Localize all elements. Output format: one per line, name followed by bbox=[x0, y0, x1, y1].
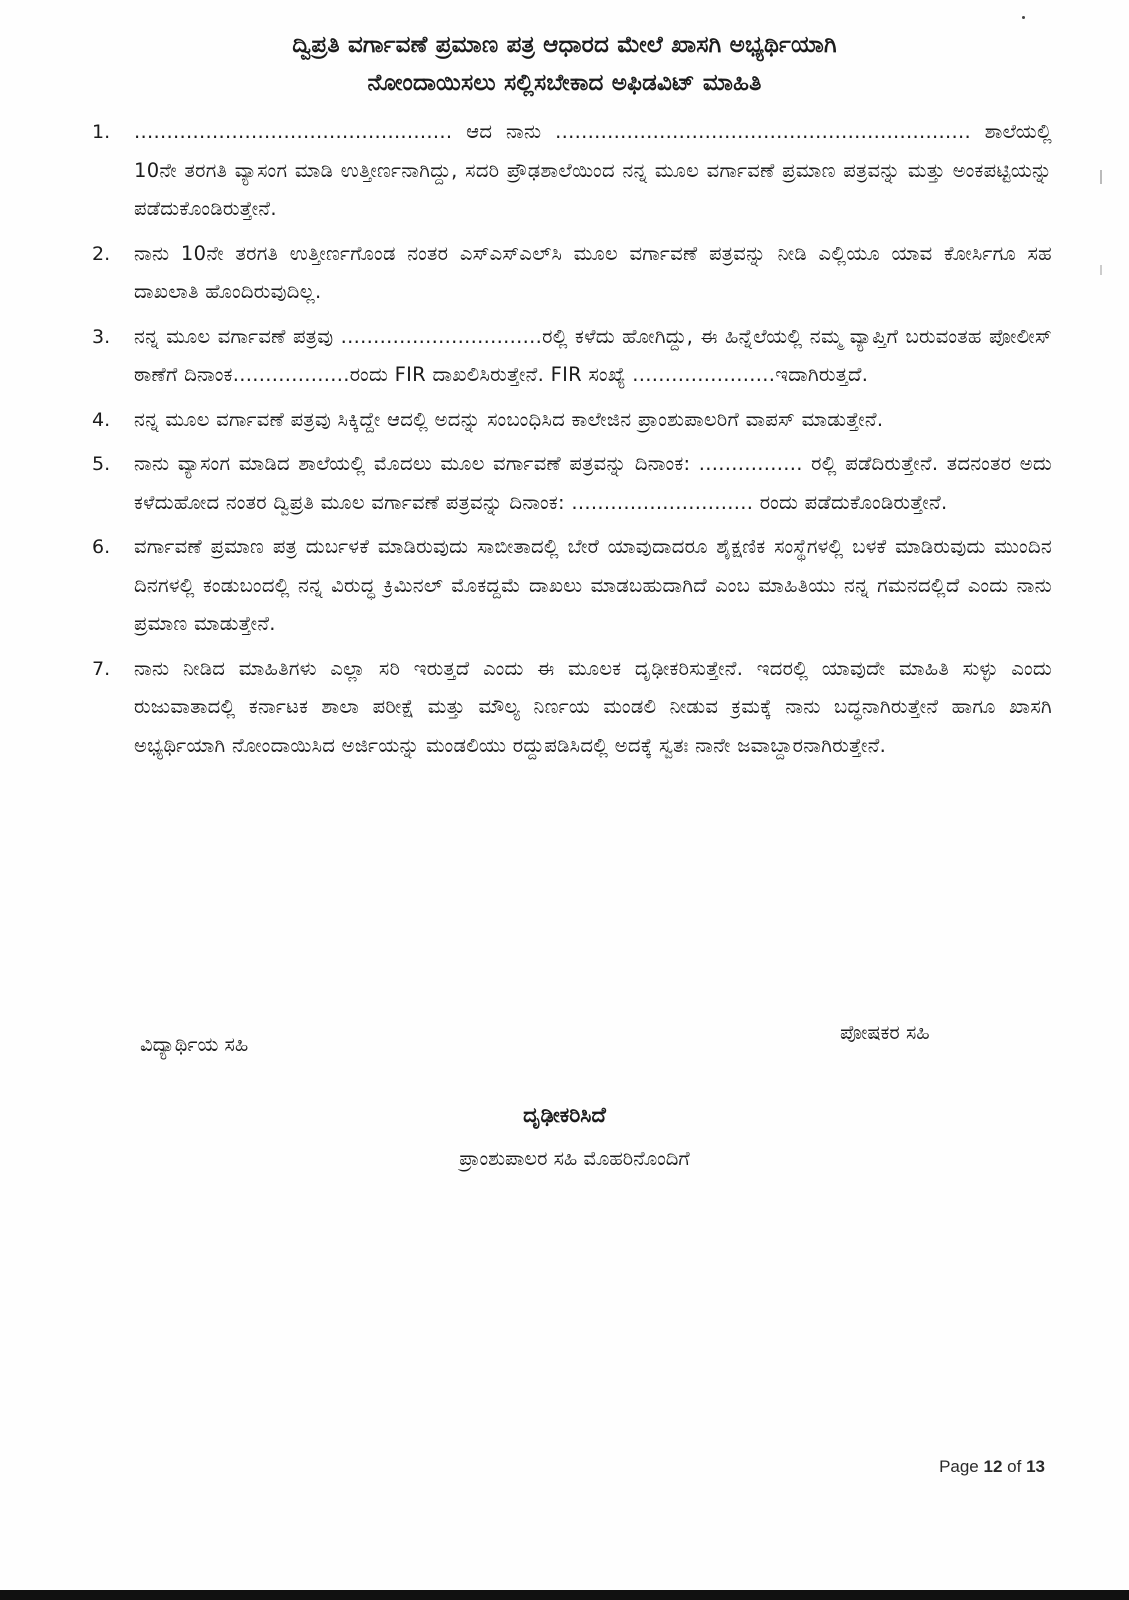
total-pages-number: 13 bbox=[1026, 1457, 1045, 1476]
of-label: of bbox=[1007, 1457, 1022, 1476]
item-number: 5. bbox=[92, 453, 111, 475]
item-text: ................................................. ಆದ ನಾನು ................................................................ ಶಾಲೆಯಲ್ಲಿ 10ನೇ ತರಗತಿ ವ್ಯಾಸಂಗ ಮಾಡಿ ಉತ್ತೀರ್ಣನಾಗಿದ್ದು, ಸದರಿ ಪ್ರೌಢಶಾಲೆಯಿಂದ ನನ್ನ ಮೂಲ ವರ್ಗಾವಣೆ ಪ್ರಮಾಣ ಪತ್ರವನ್ನು ಮತ್ತು ಅಂಕಪಟ್ಟಿಯನ್ನು ಪಡೆದುಕೊಂಡಿರುತ್ತೇನೆ. bbox=[134, 120, 1052, 220]
parent-signature-label: ಪೋಷಕರ ಸಹಿ bbox=[840, 1021, 930, 1044]
affidavit-item bbox=[92, 445, 1052, 522]
item-text: ನನ್ನ ಮೂಲ ವರ್ಗಾವಣೆ ಪತ್ರವು ...............................ರಲ್ಲಿ ಕಳೆದು ಹೋಗಿದ್ದು, ಈ ಹಿನ್ನೆಲೆಯಲ್ಲಿ ನಮ್ಮ ವ್ಯಾಪ್ತಿಗೆ ಬರುವಂತಹ ಪೋಲೀಸ್ ಠಾಣೆಗೆ ದಿನಾಂಕ..................ರಂದು FIR ದಾಖಲಿಸಿರುತ್ತೇನೆ. FIR ಸಂಖ್ಯೆ ......................ಇದಾಗಿರುತ್ತದೆ. bbox=[134, 324, 1052, 386]
item-number: 1. bbox=[92, 121, 111, 143]
item-text: ನನ್ನ ಮೂಲ ವರ್ಗಾವಣೆ ಪತ್ರವು ಸಿಕ್ಕಿದ್ದೇ ಆದಲ್ಲಿ ಅದನ್ನು ಸಂಬಂಧಿಸಿದ ಕಾಲೇಜಿನ ಪ್ರಾಂಶುಪಾಲರಿಗೆ ವಾಪಸ್ ಮಾಡುತ್ತೇನೆ. bbox=[134, 407, 884, 431]
affidavit-item bbox=[92, 528, 1052, 644]
affidavit-item bbox=[92, 113, 1052, 229]
scan-bottom-edge bbox=[0, 1590, 1129, 1600]
document-title-line-1: ದ್ವಿಪ್ರತಿ ವರ್ಗಾವಣೆ ಪ್ರಮಾಣ ಪತ್ರ ಆಧಾರದ ಮೇಲೆ ಖಾಸಗಿ ಅಭ್ಯರ್ಥಿಯಾಗಿ bbox=[292, 32, 837, 58]
current-page-number: 12 bbox=[983, 1457, 1003, 1476]
principal-signature-label: ಪ್ರಾಂಶುಪಾಲರ ಸಹಿ ಮೊಹರಿನೊಂದಿಗೆ bbox=[459, 1147, 690, 1170]
scan-speck bbox=[1022, 16, 1025, 19]
item-number: 7. bbox=[92, 657, 111, 680]
affidavit-item bbox=[92, 318, 1052, 395]
item-number: 3. bbox=[92, 325, 111, 348]
item-number: 6. bbox=[92, 536, 111, 558]
item-text: ವರ್ಗಾವಣೆ ಪ್ರಮಾಣ ಪತ್ರ ದುರ್ಬಳಕೆ ಮಾಡಿರುವುದು ಸಾಬೀತಾದಲ್ಲಿ ಬೇರೆ ಯಾವುದಾದರೂ ಶೈಕ್ಷಣಿಕ ಸಂಸ್ಥೆಗಳಲ್ಲಿ ಬಳಕೆ ಮಾಡಿರುವುದು ಮುಂದಿನ ದಿನಗಳಲ್ಲಿ ಕಂಡುಬಂದಲ್ಲಿ ನನ್ನ ವಿರುದ್ಧ ಕ್ರಿಮಿನಲ್ ಮೊಕದ್ದಮೆ ದಾಖಲು ಮಾಡಬಹುದಾಗಿದೆ ಎಂಬ ಮಾಹಿತಿಯು ನನ್ನ ಗಮನದಲ್ಲಿದೆ ಎಂದು ನಾನು ಪ್ರಮಾಣ ಮಾಡುತ್ತೇನೆ. bbox=[134, 535, 1052, 635]
affidavit-item bbox=[92, 235, 1052, 312]
affidavit-items-list bbox=[92, 113, 1052, 771]
page-label: Page bbox=[939, 1457, 979, 1476]
item-text: ನಾನು 10ನೇ ತರಗತಿ ಉತ್ತೀರ್ಣಗೊಂಡ ನಂತರ ಎಸ್‌ಎಸ್‌ಎಲ್‌ಸಿ ಮೂಲ ವರ್ಗಾವಣೆ ಪತ್ರವನ್ನು ನೀಡಿ ಎಲ್ಲಿಯೂ ಯಾವ ಕೋರ್ಸಿಗೂ ಸಹ ದಾಖಲಾತಿ ಹೊಂದಿರುವುದಿಲ್ಲ. bbox=[134, 241, 1052, 303]
item-text: ನಾನು ನೀಡಿದ ಮಾಹಿತಿಗಳು ಎಲ್ಲಾ ಸರಿ ಇರುತ್ತದೆ ಎಂದು ಈ ಮೂಲಕ ದೃಢೀಕರಿಸುತ್ತೇನೆ. ಇದರಲ್ಲಿ ಯಾವುದೇ ಮಾಹಿತಿ ಸುಳ್ಳು ಎಂದು ರುಜುವಾತಾದಲ್ಲಿ ಕರ್ನಾಟಕ ಶಾಲಾ ಪರೀಕ್ಷೆ ಮತ್ತು ಮೌಲ್ಯ ನಿರ್ಣಯ ಮಂಡಲಿ ನೀಡುವ ಕ್ರಮಕ್ಕೆ ನಾನು ಬದ್ಧನಾಗಿರುತ್ತೇನೆ ಹಾಗೂ ಖಾಸಗಿ ಅಭ್ಯರ್ಥಿಯಾಗಿ ನೋಂದಾಯಿಸಿದ ಅರ್ಜಿಯನ್ನು ಮಂಡಲಿಯು ರದ್ದುಪಡಿಸಿದಲ್ಲಿ ಅದಕ್ಕೆ ಸ್ವತಃ ನಾನೇ ಜವಾಬ್ದಾರನಾಗಿರುತ್ತೇನೆ. bbox=[134, 656, 1052, 757]
item-text: ನಾನು ವ್ಯಾಸಂಗ ಮಾಡಿದ ಶಾಲೆಯಲ್ಲಿ ಮೊದಲು ಮೂಲ ವರ್ಗಾವಣೆ ಪತ್ರವನ್ನು ದಿನಾಂಕ: ................ ರಲ್ಲಿ ಪಡೆದಿರುತ್ತೇನೆ. ತದನಂತರ ಅದು ಕಳೆದುಹೋದ ನಂತರ ದ್ವಿಪ್ರತಿ ಮೂಲ ವರ್ಗಾವಣೆ ಪತ್ರವನ್ನು ದಿನಾಂಕ: ............................ ರಂದು ಪಡೆದುಕೊಂಡಿರುತ್ತೇನೆ. bbox=[134, 452, 1052, 514]
page-number bbox=[939, 1456, 1045, 1478]
certified-heading: ದೃಢೀಕರಿಸಿದೆ bbox=[523, 1103, 606, 1127]
scan-speck bbox=[1100, 265, 1102, 275]
item-number: 2. bbox=[92, 242, 111, 265]
document-title-line-2: ನೋಂದಾಯಿಸಲು ಸಲ್ಲಿಸಬೇಕಾದ ಅಫಿಡವಿಟ್ ಮಾಹಿತಿ bbox=[367, 70, 762, 96]
affidavit-item bbox=[92, 401, 1052, 440]
affidavit-item bbox=[92, 650, 1052, 766]
scan-speck bbox=[1100, 170, 1102, 184]
student-signature-label: ವಿದ್ಯಾರ್ಥಿಯ ಸಹಿ bbox=[140, 1033, 249, 1056]
item-number: 4. bbox=[92, 408, 111, 431]
